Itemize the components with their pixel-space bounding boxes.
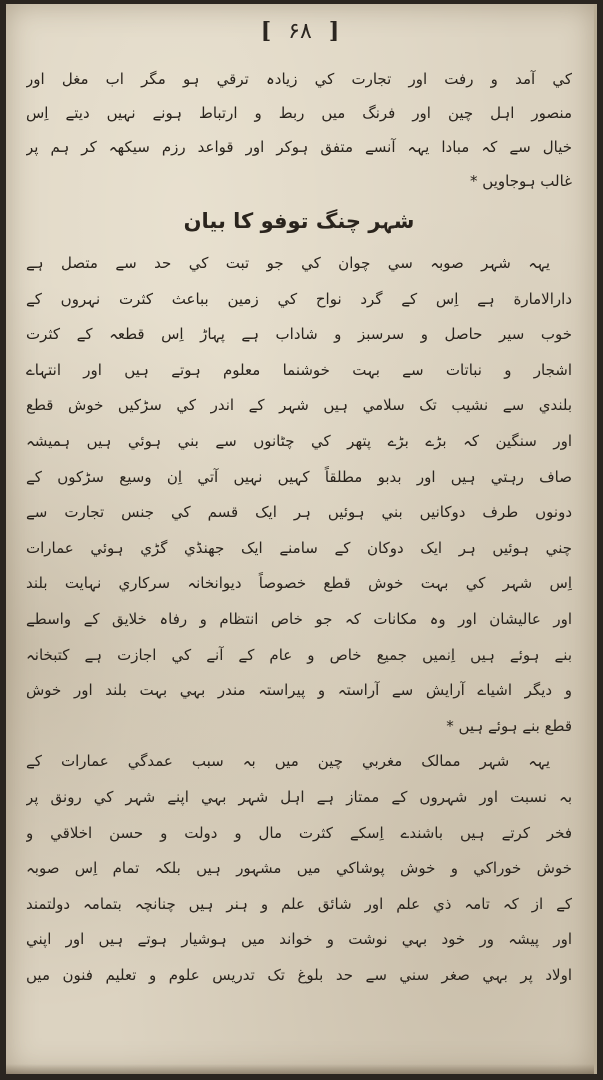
text-line: منصور اہل چين اور فرنگ ميں ربط و ارتباط ہونے نہيں ديتے اِس — [26, 104, 572, 122]
section-heading: شہر چنگ توفو کا بيان — [183, 209, 415, 233]
text-line: خوب سير حاصل و سرسبز و شاداب ہے پہاڑ اِس قطعہ کے کثرت — [26, 325, 572, 344]
text-line: و ديگر اشياے آرايش سے آراستہ و پيراستہ مندر بہي بہت بلند اور خوش — [26, 681, 572, 700]
text-line: خيال سے کہ مبادا يہہ آنسے متفق ہوکر اور قواعد رزم سيکھہ کر ہم پر — [26, 138, 572, 156]
text-line: کي آمد و رفت اور تجارت کي زيادہ ترقي ہو مگر اب مغل اور — [26, 70, 572, 88]
text-line: چني ہوئيں ہر ايک دوکان کے سامنے ايک جھنڈي گڑي ہوئي عمارات — [26, 538, 572, 557]
text-line: صاف رہتي ہيں اور بدبو مطلقاً کہيں نہيں آتي اِن وسيع سڑکوں کے — [26, 467, 572, 486]
text-line: خوش خوراکي و خوش پوشاکي ميں مشہور ہيں بلکہ تمام اِس صوبہ — [26, 859, 572, 878]
paragraph-continuation — [26, 62, 572, 198]
page-text — [26, 62, 572, 993]
text-line: اور پيشہ ور خود بہي نوشت و خواند ميں ہوشيار ہوتے ہيں اور اپني — [26, 930, 572, 949]
text-line: دونوں طرف دوکانيں بني ہوئيں ہر ايک قسم کي جنس تجارت سے — [26, 503, 572, 522]
text-line: بنے ہوئے ہيں اِنميں جميع خاص و عام کے آنے کي اجازت ہے کتبخانہ — [26, 645, 572, 664]
text-line: يہہ شہر صوبہ سي چوان کي جو تبت کي حد سے متصل ہے — [26, 254, 550, 272]
page-number-open-bracket: [ — [260, 18, 272, 44]
paragraph-city-description — [26, 246, 572, 744]
book-page — [6, 4, 597, 1074]
page-number — [6, 18, 594, 44]
text-line: اولاد پر بہي صغر سني سے حد بلوغ تک تدريس علوم و تعليم فنون ميں — [26, 965, 572, 984]
page-number-close-bracket: ] — [328, 18, 340, 44]
text-line: يہہ شہر ممالک مغربي چين ميں بہ سبب عمدگي عمارات کے — [26, 752, 550, 771]
text-line: اِس شہر کي بہت خوش قطع خصوصاً ديوانخانہ سرکاري نہايت بلند — [26, 574, 572, 593]
text-line: بہ نسبت اور شہروں کے ممتاز ہے اہل شہر بہي اپنے شہر کي رونق پر — [26, 787, 572, 806]
text-line: کے از کہ تامہ ذي علم اور شائق علم و ہنر ہيں چنانچہ بتمامہ دولتمند — [26, 894, 572, 913]
text-line: اور سنگين کہ بڑے بڑے پتھر کي چٹانوں سے بني ہوئي ہيں ہميشہ — [26, 431, 572, 450]
text-line: دارالامارة ہے اِس کے گرد نواح کي زمين بباعث کثرت نہروں کے — [26, 289, 572, 308]
page-number-value: ۶۸ — [288, 19, 312, 44]
text-line: غالب ہوجاويں * — [470, 172, 572, 190]
text-line: اور عاليشان اور وہ مکانات کہ جو خاص انتظام و رفاہ خلايق کے واسطے — [26, 609, 572, 628]
text-line: بلندي سے نشيب تک سلامي ہيں شہر کے اندر کي سڑکيں خوش قطع — [26, 396, 572, 415]
text-line: اشجار و نباتات سے بہت خوشنما معلوم ہوتے ہيں اور انتہاے — [26, 360, 572, 379]
page-bottom-edge — [6, 1064, 594, 1074]
text-line: قطع بنے ہوئے ہيں * — [446, 716, 572, 735]
text-line: فخر کرتے ہيں باشندے اِسکے کثرت مال و دولت و حسن اخلاقي و — [26, 823, 572, 842]
paragraph-city-people — [26, 744, 572, 993]
